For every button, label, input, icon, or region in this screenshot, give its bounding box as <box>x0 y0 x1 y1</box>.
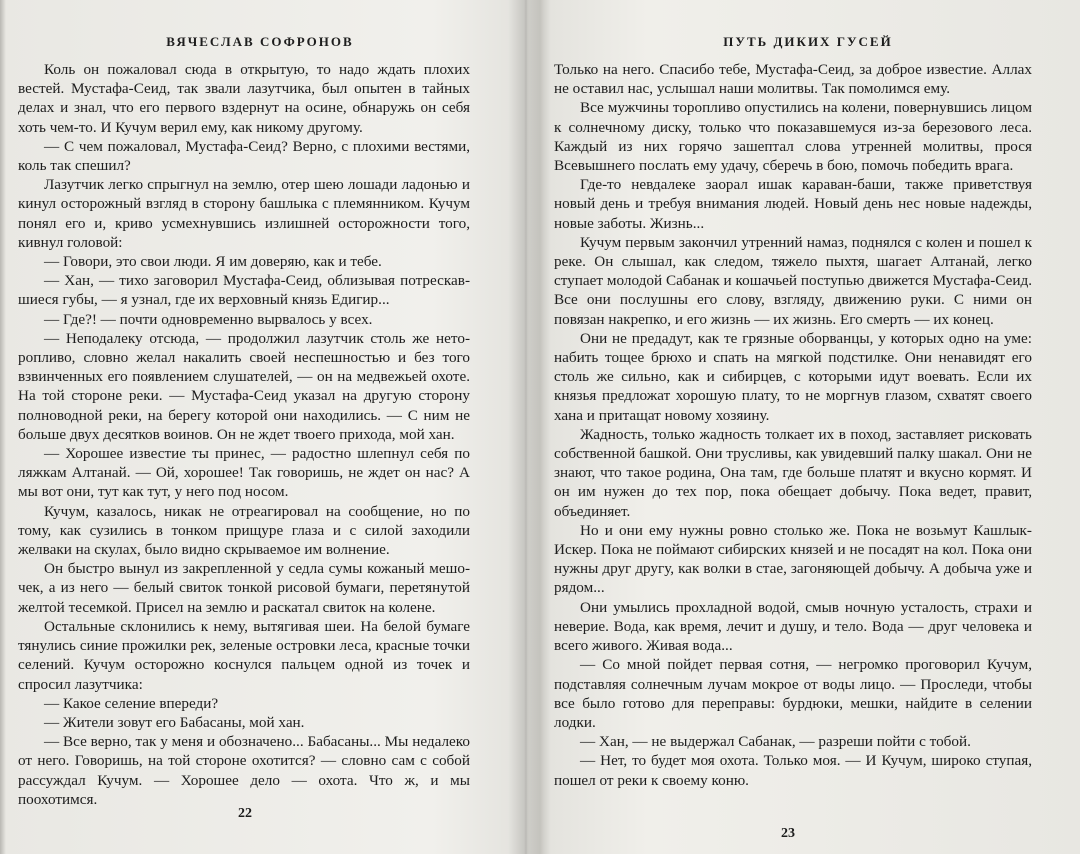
paragraph: Кучум первым закончил утренний намаз, поднялся с колен и пошел к реке. Он слышал, как следом, тяжело пыхтя, шагает Алтанай, легко ступает молодой Сабанак и кошачьей поступью движется Мустафа-Сеид. Все они послушны его слову, взгляду, движению руки. С ними он повязан накрепко, и его жизнь — их жизнь. Его смерть — их конец. <box>554 233 1032 328</box>
running-head-author: ВЯЧЕСЛАВ СОФРОНОВ <box>166 34 354 49</box>
paragraph: Только на него. Спасибо тебе, Мустафа-Сеид, за доброе известие. Аллах не оставил нас, услышал наши молитвы. Так помолимся ему. <box>554 61 1032 98</box>
paragraph: Лазутчик легко спрыгнул на землю, отер шею лошади ладонью и кинул осторожный взгляд в сторону башлыка с племянником. Кучум понял его и, криво усмехнувшись излишней осторожности того, кивнул головой: <box>18 176 470 251</box>
paragraph: Жадность, только жадность толкает их в поход, заставляет рисковать собственной башкой. Они трусливы, как увидевший палку шакал. Они не знают, что такое родина, Она там, где больше платят и вкусно кормят. И он им нужен до тех пор, пока обещает добычу. Пока ведет, правит, объединяет. <box>554 425 1032 520</box>
paragraph: — Жители зовут его Бабасаны, мой хан. <box>44 713 305 731</box>
left-page <box>0 0 520 854</box>
right-page-body <box>554 60 1032 790</box>
paragraph: — С чем пожаловал, Мустафа-Сеид? Верно, с плохими вестями, коль так спешил? <box>18 137 470 175</box>
paragraph: Но и они ему нужны ровно столько же. Пока не возьмут Кашлык-Искер. Пока не поймают сибирских князей и не посадят на кол. Пока они нужны друг другу, как волки в стае, загоняющей добычу. А добыча уже и рядом... <box>554 521 1032 597</box>
paragraph: Где-то невдалеке заорал ишак караван-баши, также приветствуя новый день и требуя внимания людей. Новый день нес новые надежды, новые заботы. Жизнь... <box>554 176 1032 232</box>
paragraph: Коль он пожаловал сюда в открытую, то надо ждать плохих вестей. Мустафа-Сеид, так звали лазутчика, был опытен в тайных делах и знал, что его первого вздернут на осине, обнаружь он себя хоть чем-то. И Кучум верил ему, как никому другому. <box>18 61 470 136</box>
running-head-title: ПУТЬ ДИКИХ ГУСЕЙ <box>723 34 893 49</box>
paragraph: — Какое селение впереди? <box>44 694 219 712</box>
paragraph: — Неподалеку отсюда, — продолжил лазутчик столь же неторопливо, словно желал накалить своей неспешностью и без того взвинченных его появлением слушателей, — он на медвежьей охоте. На той стороне реки. — Мустафа-Сеид указал на другую сторону полноводной реки, на берегу которой они находились. — С ним не больше двух десятков воинов. Он не ждет твоего прихода, мой хан. <box>18 329 470 443</box>
paragraph: Кучум, казалось, никак не отреагировал на сообщение, но по тому, как сузились в тонком прищуре глаза и с силой заходили желваки на скулах, было видно скрываемое им волнение. <box>18 502 470 559</box>
right-page <box>536 0 1080 854</box>
page-number-right: 23 <box>781 826 795 841</box>
page-number-left: 22 <box>238 806 252 821</box>
paragraph: Они не предадут, как те грязные оборванцы, у которых одно на уме: набить тощее брюхо и спать на мягкой подстилке. Они ненавидят его столь же сильно, как и сибирцев, с которыми идут воевать. Если их князья предложат хорошую плату, то не моргнув глазом, схватят своего хана и притащат новому хозяину. <box>554 329 1032 424</box>
paragraph: — Хорошее известие ты принес, — радостно шлепнул себя по ляжкам Алтанай. — Ой, хорошее! Так говоришь, не ждет он нас? А мы вот они, тут как тут, у него под носом. <box>18 445 470 501</box>
paragraph: — Хан, — не выдержал Сабанак, — разреши пойти с тобой. <box>580 733 971 751</box>
paragraph: Остальные склонились к нему, вытягивая шеи. На белой бумаге тянулись синие прожилки рек, зеленые островки леса, красные точки селений. Кучум осторожно коснулся пальцем одной из точек и спросил лазутчика: <box>18 617 470 693</box>
paragraph: Они умылись прохладной водой, смыв ночную усталость, страхи и неверие. Вода, как время, лечит и душу, и тело. Вода — друг человека и всего живого. Живая вода... <box>554 598 1032 655</box>
paragraph: — Все верно, так у меня и обозначено... Бабасаны... Мы недалеко от него. Говоришь, на той стороне охотится? — словно сам с собой рассуждал Кучум. — Хорошее дело — охота. Что ж, и мы поохотимся. <box>18 733 470 808</box>
paragraph: Все мужчины торопливо опустились на колени, повернувшись лицом к солнечному диску, только что показавшемуся из-за березового леса. Каждый из них горячо зашептал слова утренней молитвы, прося Всевышнего послать ему удачу, сберечь в бою, помочь победить врага. <box>554 99 1032 175</box>
paragraph: — Говори, это свои люди. Я им доверяю, как и тебе. <box>44 253 382 271</box>
paragraph: — Где?! — почти одновременно вырвалось у всех. <box>44 310 373 328</box>
paragraph: — Со мной пойдет первая сотня, — негромко проговорил Кучум, подставляя солнечным лучам мокрое от воды лицо. — Проследи, чтобы все было готово для переправы: бурдюки, мешки, найдите в селении лодки. <box>554 656 1032 731</box>
paragraph: — Нет, то будет моя охота. Только моя. — И Кучум, широко ступая, пошел от реки к своему коню. <box>554 752 1032 789</box>
paragraph: Он быстро вынул из закрепленной у седла сумы кожаный мешочек, а из него — белый свиток тонкой рисовой бумаги, перетянутой желтой тесемкой. Присел на землю и раскатал свиток на колене. <box>18 560 470 616</box>
left-page-body <box>18 60 470 809</box>
paragraph: — Хан, — тихо заговорил Мустафа-Сеид, облизывая потрескавшиеся губы, — я узнал, где их верховный князь Едигир... <box>18 272 470 309</box>
